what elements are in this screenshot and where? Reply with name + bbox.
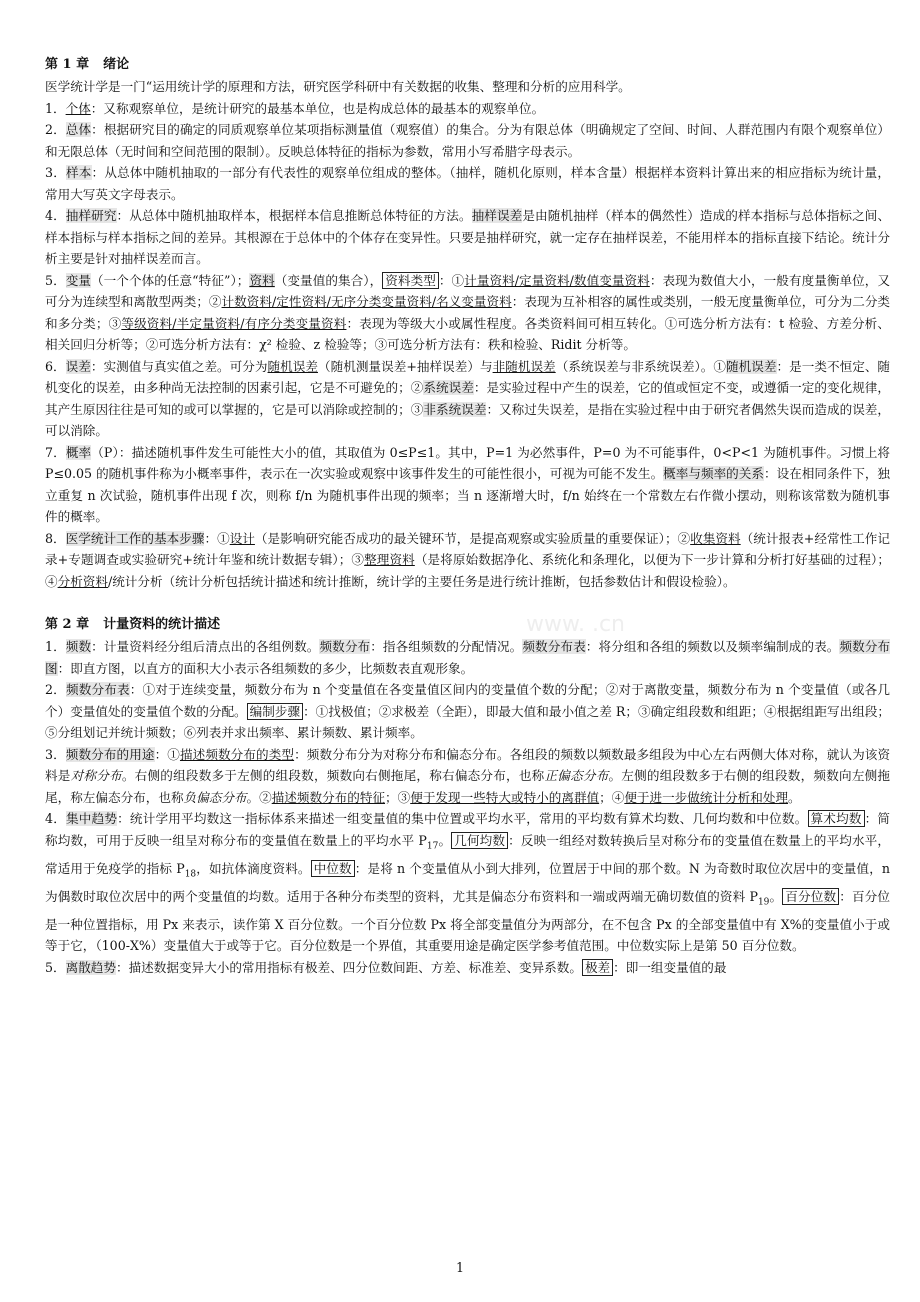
- term: 概率: [65, 444, 92, 460]
- term: 频数分布的用途: [65, 746, 155, 762]
- ch1-paragraph-3: [45, 119, 890, 162]
- text-run: 8．: [45, 530, 66, 546]
- text-run: ：统计学用平均数这一指标体系来描述一组变量值的集中位置或平均水平，常用的平均数有算术均数、几何均数和中位数。: [117, 811, 808, 826]
- chapter-1-heading: [45, 54, 890, 76]
- text-run: （一个个体的任意“特征”）；: [91, 272, 250, 288]
- text-run: ；③: [385, 789, 411, 805]
- text-run: ：是一类不恒定、随机变化的误差，由多种尚无法控制的因素引起，它是不可避免的；②: [45, 358, 891, 395]
- chapter-1-number: 第 1 章: [45, 57, 90, 72]
- text-run: （是影响研究能否成功的最关键环节，是提高观察或实验质量的重要保证）；②: [254, 530, 691, 546]
- page-ref-subscript: 19: [757, 897, 770, 908]
- term: 非系统误差: [423, 401, 487, 417]
- text-run: 2．: [45, 122, 66, 137]
- text-run: 2．: [45, 682, 66, 697]
- text-run: 3．: [45, 165, 66, 180]
- term: 样本: [65, 165, 92, 180]
- ch1-paragraph-4: [45, 162, 890, 205]
- ch2-paragraph-4: [45, 808, 890, 957]
- text-run: （P）：描述随机事件发生可能性大小的值，其取值为 0≤P≤1。其中，P=1 为必然事件，P=0 为不可能事件，0<P<1 为随机事件。习惯上将 P≤0.05 的随机事件称为小概率事件，表示在一次实验或观察中该事件发生的可能性很小，可视为可能不发生。: [45, 444, 890, 481]
- text-run: ：表现为数值大小，一般有度量衡单位，又可分为连续型和离散型两类；②: [45, 272, 891, 309]
- term: 设计: [229, 530, 255, 546]
- text-run: 1．: [45, 639, 66, 654]
- text-run: 1．: [45, 100, 66, 116]
- ch2-paragraph-1: [45, 636, 890, 679]
- term: 资料: [249, 272, 275, 288]
- ch1-paragraph-1: [45, 76, 890, 98]
- text-run: ：①: [154, 746, 180, 762]
- text-run: 。: [438, 832, 452, 848]
- text-run: 4．: [45, 208, 66, 223]
- page-ref-subscript: 17: [426, 841, 439, 852]
- term: 等级资料/半定量资料/有序分类变量资料: [121, 315, 347, 331]
- term: 对称分布: [70, 768, 122, 783]
- text-run: 5．: [45, 272, 66, 288]
- text-run: ：①找极值；②求极差（全距），即最大值和最小值之差 R；③确定组段数和组距；④根据组距写出组段；⑤分组划记并统计频数；⑥列表并求出频率、累计频数、累计频率。: [45, 703, 891, 740]
- text-run: （统计报表+经常性工作记录+专题调查或实验研究+统计年鉴和统计数据专辑）；③: [45, 530, 891, 567]
- text-run: ：即一组变量值的最: [613, 959, 727, 975]
- document-page: [45, 54, 890, 978]
- text-run: （变量值的集合），: [274, 272, 383, 288]
- term: 频数分布: [319, 639, 371, 654]
- term: 便于发现一些特大或特小的离群值: [410, 789, 600, 805]
- term: 计量资料/定量资料/数值变量资料: [464, 272, 650, 288]
- text-run: ，如抗体滴度资料。: [196, 860, 311, 876]
- text-run: 6．: [45, 358, 66, 374]
- ch1-paragraph-6: [45, 270, 890, 356]
- text-run: 医学统计学是一门“运用统计学的原理和方法，研究医学科研中有关数据的收集、整理和分析的应用科学。: [45, 79, 631, 94]
- term: 离散趋势: [65, 959, 116, 975]
- term: 收集资料: [690, 530, 741, 546]
- term: 分析资料: [57, 573, 108, 589]
- term: 个体: [65, 100, 91, 116]
- text-run: ：又称观察单位，是统计研究的最基本单位，也是构成总体的最基本的观察单位。: [90, 100, 545, 116]
- term: 几何均数: [451, 832, 508, 849]
- term: 计数资料/定性资料/无序分类变量资料/名义变量资料: [221, 294, 512, 309]
- text-run: ：是实验过程中产生的误差，它的值或恒定不变，或遵循一定的变化规律，其产生原因往往是可知的或可以掌握的，它是可以消除或控制的；③: [45, 380, 891, 417]
- term: 描述频数分布的特征: [271, 789, 386, 805]
- page-number: 1: [455, 1260, 464, 1275]
- text-run: ：描述数据变异大小的常用指标有极差、四分位数间距、方差、标准差、变异系数。: [115, 959, 582, 975]
- ch2-paragraph-5: [45, 957, 890, 979]
- term: 中位数: [311, 860, 355, 877]
- chapter-2-number: 第 2 章: [45, 617, 90, 632]
- term: 频数分布图: [45, 639, 891, 676]
- ch1-paragraph-5: [45, 205, 890, 270]
- term: 描述频数分布的类型: [179, 746, 295, 762]
- term: 随机误差: [267, 358, 318, 374]
- term: 医学统计工作的基本步骤: [65, 530, 205, 546]
- text-run: ：实测值与真实值之差。可分为: [90, 358, 268, 374]
- term: 便于进一步做统计分析和处理: [624, 789, 789, 805]
- text-run: 。左侧的组段数多于右侧的组段数，频数向左侧拖尾，称左偏态分布，也称: [45, 768, 891, 805]
- term: 概率与频率的关系: [663, 466, 764, 481]
- text-run: ；④: [599, 789, 625, 805]
- text-run: 4．: [45, 811, 66, 826]
- ch1-paragraph-8: [45, 442, 890, 528]
- text-run: ：将分组和各组的频数以及频率编制成的表。: [585, 639, 840, 654]
- term: 算术均数: [808, 810, 865, 827]
- chapter-1-body: [45, 76, 890, 592]
- text-run: ：①: [438, 272, 465, 288]
- term: 抽样误差: [471, 208, 523, 223]
- text-run: ：又称过失误差，是指在实验过程中由于研究者偶然失误而造成的误差，可以消除。: [45, 401, 891, 438]
- term: 变量: [65, 272, 92, 288]
- ch1-paragraph-2: [45, 98, 890, 120]
- page-ref-subscript: 18: [184, 869, 197, 880]
- ch1-paragraph-9: [45, 528, 890, 593]
- text-run: ：百分位是一种位置指标，用 Px 来表示，读作第 X 百分位数。一个百分位数 Px 将全部变量值分为两部分，在不包含 Px 的全部变量值中有 X%的变量值小于或等于它，（100-X%）变量值大于或等于它。百分位数是一个界值，其重要用途是确定医学参考值范围。中位数实际上是第 50 百分位数。: [45, 888, 891, 954]
- text-run: ：根据研究目的确定的同质观察单位某项指标测量值（观察值）的集合。分为有限总体（明确规定了空间、时间、人群范围内有限个观察单位）和无限总体（无时间和空间范围的限制）。反映总体特征的指标为参数，常用小写希腊字母表示。: [45, 122, 891, 159]
- text-run: /统计分析（统计分析包括统计描述和统计推断，统计学的主要任务是进行统计推断，包括参数估计和假设检验）。: [107, 573, 736, 589]
- term: 频数分布表: [65, 682, 130, 697]
- watermark: www. .cn: [526, 612, 625, 637]
- ch2-paragraph-2: [45, 679, 890, 744]
- term: 随机误差: [726, 358, 777, 374]
- text-run: （系统误差与非系统误差）。①: [555, 358, 727, 374]
- chapter-2-title: 计量资料的统计描述: [103, 617, 221, 632]
- term: 负偏态分布: [183, 789, 247, 805]
- term: 频数: [65, 639, 92, 654]
- term: 频数分布表: [522, 639, 586, 654]
- term: 编制步骤: [247, 703, 303, 720]
- text-run: 5．: [45, 959, 66, 975]
- text-run: ：是将 n 个变量值从小到大排列，位置居于中间的那个数。N 为奇数时取位次居中的变量值，n 为偶数时取位次居中的两个变量值的均数。适用于各种分布类型的资料，尤其是偏态分布资料和一端或两端无确切数值的资料 P: [45, 860, 891, 904]
- text-run: 是由随机抽样（样本的偶然性）造成的样本指标与总体指标之间、样本指标与样本指标之间的差异。其根源在于总体中的个体存在变异性。只要是抽样研究，就一定存在抽样误差，不能用样本的指标直接下结论。统计分析主要是针对抽样误差而言。: [45, 208, 891, 266]
- text-run: （是将原始数据净化、系统化和条理化，以便为下一步计算和分析打好基础的过程）；④: [45, 552, 891, 589]
- text-run: ：反映一组经对数转换后呈对称分布的变量值在数量上的平均水平，常适用于免疫学的指标 P: [45, 832, 891, 876]
- chapter-1-title: 绪论: [103, 57, 130, 72]
- chapter-2-heading: [45, 614, 890, 636]
- text-run: 。右侧的组段数多于左侧的组段数，频数向右侧拖尾，称右偏态分布，也称: [121, 768, 545, 783]
- text-run: ：即直方图，以直方的面积大小表示各组频数的多少，比频数表直观形象。: [57, 660, 474, 676]
- text-run: 。②: [246, 789, 272, 805]
- text-run: ：表现为互补相容的属性或类别，一般无度量衡单位，可分为二分类和多分类；③: [45, 294, 891, 331]
- text-run: 。: [788, 789, 801, 805]
- text-run: ：①: [204, 530, 230, 546]
- term: 极差: [582, 959, 613, 976]
- term: 总体: [65, 122, 92, 137]
- ch1-paragraph-7: [45, 356, 890, 442]
- text-run: 。: [769, 888, 783, 904]
- term: 系统误差: [423, 380, 474, 395]
- term: 整理资料: [364, 552, 415, 567]
- text-run: ：简称均数，可用于反映一组呈对称分布的变量值在数量上的平均水平 P: [45, 811, 891, 848]
- text-run: ：①对于连续变量，频数分布为 n 个变量值在各变量值区间内的变量值个数的分配；②对于离散变量，频数分布为 n 个变量值（或各几个）变量值处的变量值个数的分配。: [45, 682, 891, 719]
- text-run: ：频数分布分为对称分布和偏态分布。各组段的频数以频数最多组段为中心左右两侧大体对称，就认为该资料是: [45, 746, 891, 783]
- text-run: ：设在相同条件下，独立重复 n 次试验，随机事件出现 f 次，则称 f/n 为随机事件出现的频率；当 n 逐渐增大时，f/n 始终在一个常数左右作微小摆动，则称该常数为随机事件的概率。: [45, 466, 891, 524]
- text-run: ：指各组频数的分配情况。: [370, 639, 523, 654]
- ch2-paragraph-3: [45, 744, 890, 809]
- term: 误差: [65, 358, 91, 374]
- term: 正偏态分布: [544, 768, 609, 783]
- term: 集中趋势: [66, 811, 118, 826]
- text-run: （随机测量误差+抽样误差）与: [318, 358, 493, 374]
- text-run: 3．: [45, 746, 66, 762]
- term: 抽样研究: [65, 208, 117, 223]
- text-run: ：从总体中随机抽取样本，根据样本信息推断总体特征的方法。: [116, 208, 472, 223]
- text-run: 7．: [45, 444, 66, 460]
- term: 资料类型: [382, 272, 439, 289]
- term: 百分位数: [782, 888, 839, 905]
- text-run: ：计量资料经分组后清点出的各组例数。: [91, 639, 320, 654]
- chapter-2-body: [45, 636, 890, 978]
- text-run: ：从总体中随机抽取的一部分有代表性的观察单位组成的整体。（抽样，随机化原则，样本含量）根据样本资料计算出来的相应指标为统计量，常用大写英文字母表示。: [45, 165, 891, 202]
- term: 非随机误差: [492, 358, 556, 374]
- text-run: ：表现为等级大小或属性程度。各类资料间可相互转化。①可选分析方法有：t 检验、方差分析、相关回归分析等；②可选分析方法有：χ² 检验、z 检验等；③可选分析方法有：秩和检验、Ridit 分析等。: [45, 315, 890, 352]
